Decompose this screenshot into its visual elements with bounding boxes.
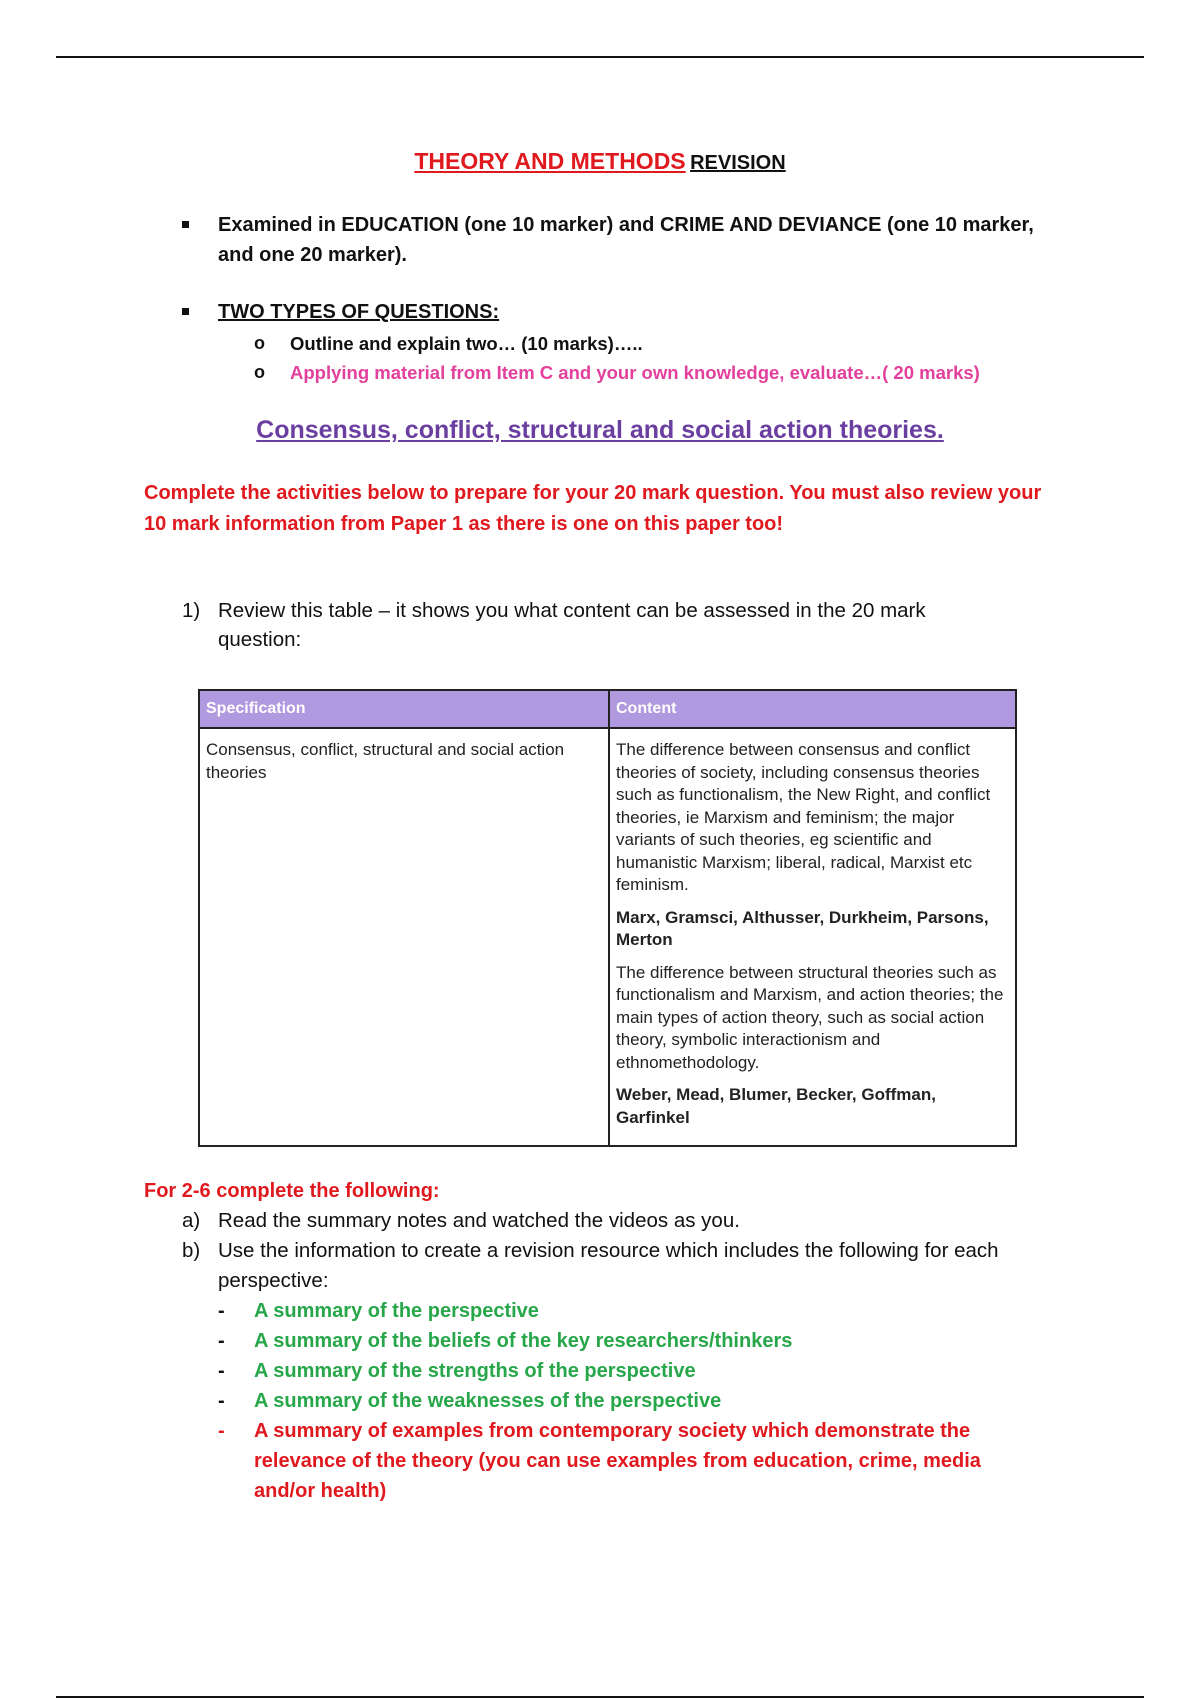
title-black-part: REVISION [690, 152, 786, 174]
step-text: Review this table – it shows you what content can be assessed in the 20 mark question: [218, 599, 926, 651]
top-rule [56, 56, 1144, 58]
specification-cell: Consensus, conflict, structural and social action theories [199, 728, 609, 1146]
page-title [0, 148, 1200, 175]
activities-heading: For 2-6 complete the following: [144, 1180, 440, 1202]
question-type-text: Outline and explain two… (10 marks)….. [290, 333, 643, 354]
step-number: 1) [182, 599, 201, 622]
header-specification: Specification [199, 690, 609, 728]
bullet-text: Examined in EDUCATION (one 10 marker) and CRIME AND DEVIANCE (one 10 marker, and one 20 marker). [218, 214, 1034, 266]
list-item [218, 1386, 1044, 1416]
square-bullet-icon [182, 221, 189, 228]
step-b-label: b) [182, 1239, 201, 1262]
question-types-list [254, 329, 1042, 387]
header-content: Content [609, 690, 1016, 728]
question-type-item [254, 358, 1042, 387]
list-item-text: A summary of the beliefs of the key researchers/thinkers [254, 1330, 793, 1352]
activities-section [144, 1177, 1044, 1506]
list-item [218, 1326, 1044, 1356]
bullet-item [182, 210, 1042, 270]
dash-bullet-icon: - [218, 1360, 225, 1382]
dash-bullet-icon: - [218, 1330, 225, 1352]
dash-bullet-icon: - [218, 1300, 225, 1322]
step-a-text: Read the summary notes and watched the videos as you. [218, 1209, 740, 1232]
step-a-label: a) [182, 1209, 201, 1232]
step-b-text: Use the information to create a revision resource which includes the following for each perspective: [218, 1239, 999, 1292]
question-type-item [254, 329, 1042, 358]
title-red-part: THEORY AND METHODS [414, 148, 686, 174]
specification-table [198, 689, 1017, 1147]
content-consensus-conflict: The difference between consensus and conflict theories of society, including consensus theories such as functionalism, the New Right, and conflict theories, ie Marxism and feminism; the major variants of such theories, eg scientific and humanistic Marxism; liberal, radical, Marxist etc feminism. [616, 740, 991, 894]
list-item [218, 1296, 1044, 1326]
list-item [218, 1356, 1044, 1386]
list-item-text: A summary of the weaknesses of the perspective [254, 1390, 722, 1412]
step-1 [182, 596, 1002, 654]
thinkers-list-1: Marx, Gramsci, Althusser, Durkheim, Parsons, Merton [616, 907, 989, 949]
bullet-text: TWO TYPES OF QUESTIONS: [218, 301, 500, 323]
instruction-text: Complete the activities below to prepare for your 20 mark question. You must also review your 10 mark information from Paper 1 as there is one on this paper too! [144, 482, 1042, 535]
list-item [218, 1416, 1044, 1506]
content-structural-action: The difference between structural theories such as functionalism and Marxism, and action theories; the main types of action theory, such as social action theory, symbolic interactionism and ethnomethodology. [616, 962, 1004, 1072]
circle-bullet-icon: o [254, 362, 265, 382]
dash-bullet-icon: - [218, 1420, 225, 1442]
step-b [144, 1236, 1044, 1296]
content-cell [609, 728, 1016, 1146]
dash-bullet-icon: - [218, 1390, 225, 1412]
step-a [144, 1206, 1044, 1236]
table-header-row [199, 690, 1016, 728]
exam-info-bullets [182, 210, 1042, 387]
bottom-rule [56, 1696, 1144, 1698]
circle-bullet-icon: o [254, 333, 265, 353]
table-row [199, 728, 1016, 1146]
resource-requirements-list [218, 1296, 1044, 1506]
list-item-text: A summary of examples from contemporary society which demonstrate the relevance of the theory (you can use examples from education, crime, media and/or health) [254, 1420, 981, 1502]
thinkers-list-2: Weber, Mead, Blumer, Becker, Goffman, Garfinkel [616, 1085, 936, 1127]
list-item-text: A summary of the perspective [254, 1300, 539, 1322]
bullet-item [182, 297, 1042, 327]
list-item-text: A summary of the strengths of the perspective [254, 1360, 696, 1382]
question-type-text: Applying material from Item C and your own knowledge, evaluate…( 20 marks) [290, 362, 980, 383]
section-subtitle: Consensus, conflict, structural and social action theories. [256, 416, 944, 444]
square-bullet-icon [182, 308, 189, 315]
